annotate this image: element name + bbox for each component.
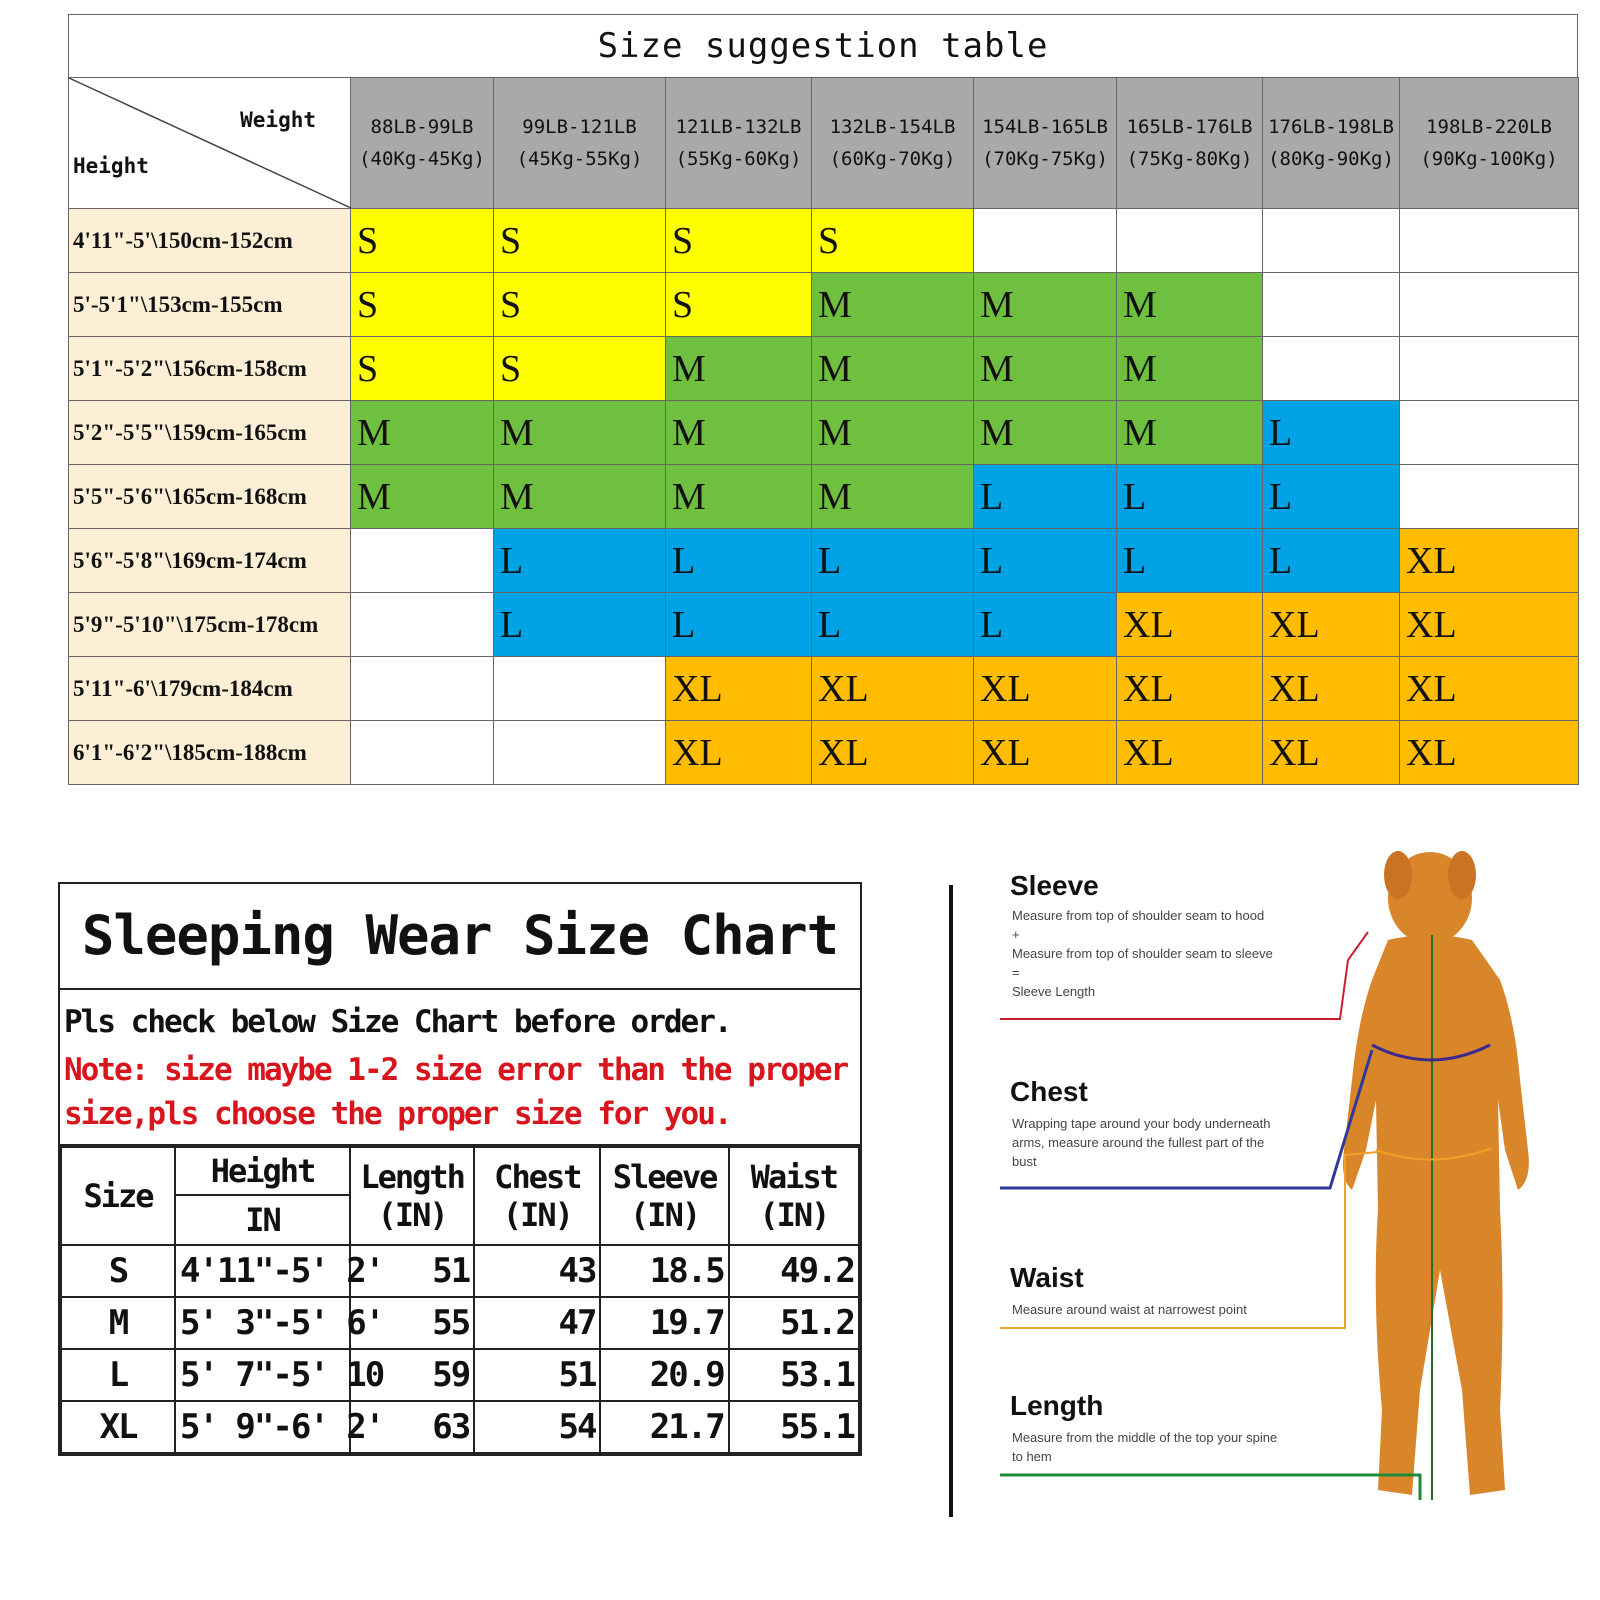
size-cell: M xyxy=(351,465,494,529)
size-cell: XL xyxy=(1263,657,1400,721)
weight-header xyxy=(494,78,666,209)
size-cell xyxy=(351,593,494,657)
row-sleeve: 19.7 xyxy=(600,1297,728,1349)
note-check-size: Pls check below Size Chart before order. xyxy=(64,1004,731,1040)
size-cell: S xyxy=(494,337,666,401)
size-cell xyxy=(1117,209,1263,273)
size-cell: S xyxy=(812,209,974,273)
row-size: M xyxy=(61,1297,175,1349)
weight-header xyxy=(1117,78,1263,209)
size-cell: L xyxy=(1263,529,1400,593)
row-chest: 51 xyxy=(474,1349,600,1401)
suggestion-table-title: Size suggestion table xyxy=(68,14,1578,77)
weight-lb: 154LB-165LB xyxy=(982,116,1108,138)
size-cell: M xyxy=(494,465,666,529)
size-cell: L xyxy=(494,593,666,657)
col-length-unit: (IN) xyxy=(377,1196,447,1234)
row-sleeve: 21.7 xyxy=(600,1401,728,1453)
col-height: Height xyxy=(175,1147,350,1195)
weight-header xyxy=(1400,78,1579,209)
size-cell: S xyxy=(494,209,666,273)
size-cell: M xyxy=(351,401,494,465)
size-cell: M xyxy=(666,337,812,401)
size-cell: M xyxy=(666,465,812,529)
corner-height-label: Height xyxy=(73,154,149,178)
row-waist: 49.2 xyxy=(729,1245,859,1297)
weight-lb: 198LB-220LB xyxy=(1426,116,1552,138)
col-waist xyxy=(729,1147,859,1245)
chest-title: Chest xyxy=(1010,1076,1088,1107)
corner-cell xyxy=(69,78,351,209)
row-height: 5' 9"-6' 2' xyxy=(175,1401,350,1453)
height-range: 5'6"-5'8"\169cm-174cm xyxy=(69,529,351,593)
size-cell: L xyxy=(1117,465,1263,529)
row-size: XL xyxy=(61,1401,175,1453)
weight-kg: (55Kg-60Kg) xyxy=(675,148,802,170)
size-cell: S xyxy=(351,209,494,273)
weight-header xyxy=(666,78,812,209)
height-range: 5'5"-5'6"\165cm-168cm xyxy=(69,465,351,529)
sleeve-text-3: Sleeve Length xyxy=(1012,984,1096,999)
col-waist-unit: (IN) xyxy=(759,1196,829,1234)
sleep-chart-title: Sleeping Wear Size Chart xyxy=(60,884,860,990)
note-size-error: Note: size maybe 1-2 size error than the proper size,pls choose the proper size for you. xyxy=(64,1052,848,1132)
row-sleeve: 20.9 xyxy=(600,1349,728,1401)
col-chest xyxy=(474,1147,600,1245)
size-cell: M xyxy=(974,337,1117,401)
weight-lb: 132LB-154LB xyxy=(829,116,956,138)
size-cell: S xyxy=(494,273,666,337)
size-cell: M xyxy=(812,465,974,529)
height-range: 4'11"-5'\150cm-152cm xyxy=(69,209,351,273)
sleeve-text-2: Measure from top of shoulder seam to sleeve xyxy=(1012,946,1273,961)
size-cell: XL xyxy=(1400,721,1579,785)
row-length: 59 xyxy=(350,1349,474,1401)
size-cell xyxy=(351,721,494,785)
size-cell: XL xyxy=(1263,721,1400,785)
chest-desc: Wrapping tape around your body underneath arms, measure around the fullest part of the bust xyxy=(1012,1116,1271,1169)
size-cell: M xyxy=(494,401,666,465)
size-cell: L xyxy=(1263,401,1400,465)
size-cell: L xyxy=(494,529,666,593)
vertical-divider xyxy=(949,885,953,1517)
waist-title: Waist xyxy=(1010,1262,1084,1293)
size-cell: XL xyxy=(1400,529,1579,593)
size-cell: XL xyxy=(1263,593,1400,657)
row-sleeve: 18.5 xyxy=(600,1245,728,1297)
col-height-unit: IN xyxy=(175,1195,350,1245)
length-title: Length xyxy=(1010,1390,1104,1421)
size-cell: M xyxy=(666,401,812,465)
size-cell: XL xyxy=(1117,721,1263,785)
height-range: 5'9"-5'10"\175cm-178cm xyxy=(69,593,351,657)
row-waist: 55.1 xyxy=(729,1401,859,1453)
size-cell: L xyxy=(812,593,974,657)
size-cell: S xyxy=(351,273,494,337)
weight-lb: 88LB-99LB xyxy=(370,116,474,138)
col-chest-label: Chest xyxy=(494,1158,581,1196)
size-cell: XL xyxy=(666,721,812,785)
sleep-chart-notes xyxy=(60,990,860,1146)
size-cell xyxy=(351,657,494,721)
suggestion-row xyxy=(69,529,1579,593)
waist-desc: Measure around waist at narrowest point xyxy=(1012,1302,1247,1317)
row-length: 51 xyxy=(350,1245,474,1297)
row-length: 55 xyxy=(350,1297,474,1349)
weight-header xyxy=(1263,78,1400,209)
weight-lb: 165LB-176LB xyxy=(1126,116,1253,138)
sleeve-title: Sleeve xyxy=(1010,870,1099,901)
size-cell: M xyxy=(974,273,1117,337)
weight-kg: (45Kg-55Kg) xyxy=(516,148,643,170)
sleep-size-row xyxy=(61,1349,859,1401)
weight-lb: 99LB-121LB xyxy=(522,116,637,138)
size-cell: XL xyxy=(666,657,812,721)
height-range: 5'11"-6'\179cm-184cm xyxy=(69,657,351,721)
size-cell: M xyxy=(1117,273,1263,337)
weight-kg: (70Kg-75Kg) xyxy=(982,148,1108,170)
size-cell xyxy=(494,721,666,785)
size-cell: S xyxy=(666,209,812,273)
size-cell: M xyxy=(812,401,974,465)
height-range: 6'1"-6'2"\185cm-188cm xyxy=(69,721,351,785)
weight-kg: (80Kg-90Kg) xyxy=(1268,148,1394,170)
size-cell: M xyxy=(1117,337,1263,401)
size-cell: L xyxy=(812,529,974,593)
measurement-guide xyxy=(1000,850,1590,1540)
size-cell: L xyxy=(666,593,812,657)
size-cell: L xyxy=(1117,529,1263,593)
sleeping-wear-size-chart xyxy=(58,882,862,1456)
sleeve-desc xyxy=(1012,906,1282,1001)
col-sleeve-label: Sleeve xyxy=(612,1158,717,1196)
weight-kg: (90Kg-100Kg) xyxy=(1420,148,1558,170)
sleep-size-row xyxy=(61,1297,859,1349)
sleeve-text-1: Measure from top of shoulder seam to hood xyxy=(1012,908,1265,923)
row-size: S xyxy=(61,1245,175,1297)
size-cell: XL xyxy=(1400,657,1579,721)
size-cell: L xyxy=(974,593,1117,657)
col-chest-unit: (IN) xyxy=(502,1196,572,1234)
weight-header xyxy=(974,78,1117,209)
row-waist: 51.2 xyxy=(729,1297,859,1349)
size-cell: L xyxy=(666,529,812,593)
size-cell: L xyxy=(1263,465,1400,529)
size-cell: M xyxy=(812,273,974,337)
suggestion-row xyxy=(69,209,1579,273)
corner-diagonal xyxy=(69,78,351,208)
height-range: 5'-5'1"\153cm-155cm xyxy=(69,273,351,337)
col-length-label: Length xyxy=(360,1158,464,1196)
corner-weight-label: Weight xyxy=(240,108,316,132)
row-chest: 54 xyxy=(474,1401,600,1453)
size-cell xyxy=(1400,401,1579,465)
size-cell: M xyxy=(1117,401,1263,465)
size-cell: XL xyxy=(1400,593,1579,657)
size-cell: M xyxy=(974,401,1117,465)
weight-header xyxy=(812,78,974,209)
col-waist-label: Waist xyxy=(750,1158,837,1196)
height-range: 5'1"-5'2"\156cm-158cm xyxy=(69,337,351,401)
weight-kg: (60Kg-70Kg) xyxy=(829,148,956,170)
weight-lb: 121LB-132LB xyxy=(675,116,802,138)
sleep-size-row xyxy=(61,1245,859,1297)
size-cell: XL xyxy=(974,657,1117,721)
size-cell: M xyxy=(812,337,974,401)
size-cell xyxy=(1263,273,1400,337)
row-height: 5' 7"-5' 10 xyxy=(175,1349,350,1401)
weight-kg: (40Kg-45Kg) xyxy=(359,148,485,170)
size-cell: XL xyxy=(812,721,974,785)
size-cell xyxy=(494,657,666,721)
suggestion-row xyxy=(69,657,1579,721)
size-cell: L xyxy=(974,465,1117,529)
size-cell xyxy=(1400,209,1579,273)
size-cell xyxy=(351,529,494,593)
size-cell: S xyxy=(351,337,494,401)
size-cell: S xyxy=(666,273,812,337)
height-range: 5'2"-5'5"\159cm-165cm xyxy=(69,401,351,465)
row-height: 4'11"-5' 2' xyxy=(175,1245,350,1297)
weight-kg: (75Kg-80Kg) xyxy=(1126,148,1253,170)
row-chest: 47 xyxy=(474,1297,600,1349)
size-cell: XL xyxy=(974,721,1117,785)
col-size: Size xyxy=(61,1147,175,1245)
size-cell xyxy=(1400,337,1579,401)
col-sleeve xyxy=(600,1147,728,1245)
row-waist: 53.1 xyxy=(729,1349,859,1401)
row-chest: 43 xyxy=(474,1245,600,1297)
col-length xyxy=(350,1147,474,1245)
suggestion-row xyxy=(69,337,1579,401)
sleeve-eq: = xyxy=(1012,965,1020,980)
size-cell: XL xyxy=(812,657,974,721)
size-cell: L xyxy=(974,529,1117,593)
row-size: L xyxy=(61,1349,175,1401)
size-cell xyxy=(1263,209,1400,273)
size-cell xyxy=(974,209,1117,273)
size-cell xyxy=(1263,337,1400,401)
weight-header xyxy=(351,78,494,209)
size-cell xyxy=(1400,273,1579,337)
row-length: 63 xyxy=(350,1401,474,1453)
suggestion-row xyxy=(69,273,1579,337)
row-height: 5' 3"-5' 6' xyxy=(175,1297,350,1349)
size-cell: XL xyxy=(1117,593,1263,657)
sleep-size-row xyxy=(61,1401,859,1453)
suggestion-row xyxy=(69,465,1579,529)
sleeve-plus: + xyxy=(1012,927,1020,942)
suggestion-row xyxy=(69,721,1579,785)
col-sleeve-unit: (IN) xyxy=(630,1196,700,1234)
length-desc: Measure from the middle of the top your spine to hem xyxy=(1012,1430,1278,1464)
suggestion-row xyxy=(69,593,1579,657)
sleep-size-table xyxy=(60,1146,860,1454)
weight-lb: 176LB-198LB xyxy=(1268,116,1394,138)
suggestion-row xyxy=(69,401,1579,465)
size-cell: XL xyxy=(1117,657,1263,721)
suggestion-grid xyxy=(68,77,1579,785)
size-cell xyxy=(1400,465,1579,529)
size-suggestion-table xyxy=(68,14,1578,785)
